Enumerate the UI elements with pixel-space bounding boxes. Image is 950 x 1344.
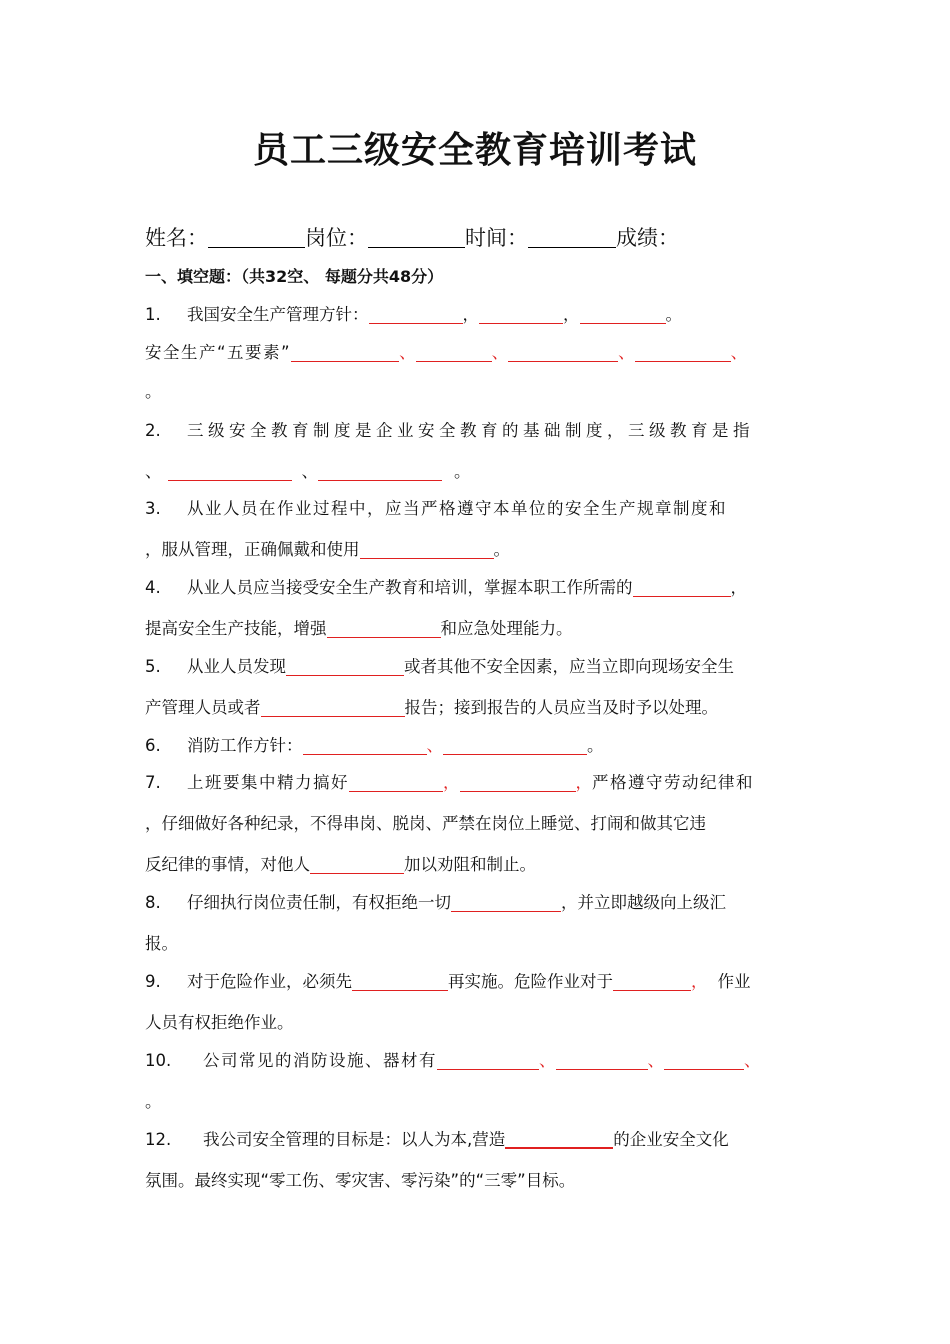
answer-blank[interactable] bbox=[460, 773, 576, 792]
page-title: 员工三级安全教育培训考试 bbox=[252, 130, 697, 171]
question-8 bbox=[145, 891, 726, 915]
question-text: 报。 bbox=[145, 934, 178, 953]
separator: 。 bbox=[145, 1092, 162, 1111]
separator: ， bbox=[575, 773, 592, 792]
answer-blank[interactable] bbox=[369, 305, 463, 324]
question-1-line-3 bbox=[145, 380, 162, 404]
answer-blank[interactable] bbox=[451, 893, 561, 912]
question-10-line-2 bbox=[145, 1090, 162, 1114]
separator: 、 bbox=[491, 343, 509, 362]
question-9-line-2 bbox=[145, 1011, 294, 1035]
separator: 、 bbox=[744, 1051, 761, 1070]
question-text: 我公司安全管理的目标是：以人为本,营造 bbox=[203, 1130, 506, 1149]
question-number: 12. bbox=[145, 1130, 172, 1149]
answer-blank[interactable] bbox=[437, 1051, 539, 1070]
answer-blank[interactable] bbox=[286, 657, 404, 676]
time-label: 时间： bbox=[465, 226, 528, 250]
question-text: 的企业安全文化 bbox=[613, 1130, 729, 1149]
separator: 、 bbox=[539, 1051, 556, 1070]
question-text: 从业人员发现 bbox=[187, 657, 286, 676]
question-6 bbox=[145, 734, 604, 758]
question-number: 7. bbox=[145, 773, 161, 792]
question-number: 4. bbox=[145, 578, 161, 597]
question-text: 人员有权拒绝作业。 bbox=[145, 1013, 294, 1032]
question-number: 6. bbox=[145, 736, 161, 755]
separator: 、 bbox=[399, 343, 416, 362]
answer-blank[interactable] bbox=[505, 1129, 613, 1149]
separator: ， bbox=[691, 972, 708, 991]
question-number: 10. bbox=[145, 1051, 172, 1070]
answer-blank[interactable] bbox=[360, 540, 494, 559]
question-3-line-2 bbox=[145, 538, 510, 562]
question-text: ，并立即越级向上级汇 bbox=[561, 893, 726, 912]
answer-blank[interactable] bbox=[261, 698, 405, 717]
question-text: 我国安全生产管理方针： bbox=[187, 305, 369, 324]
question-text: 作业 bbox=[717, 972, 751, 991]
answer-blank[interactable] bbox=[318, 462, 442, 481]
question-text: 仔细执行岗位责任制，有权拒绝一切 bbox=[187, 893, 451, 912]
question-text: 安全生产“五要素” bbox=[145, 343, 292, 362]
question-text: 反纪律的事情，对他人 bbox=[145, 855, 310, 874]
question-5-line-2 bbox=[145, 696, 718, 720]
separator: ， bbox=[462, 305, 479, 324]
separator: 。 bbox=[493, 540, 510, 559]
question-text: 或者其他不安全因素，应当立即向现场安全生 bbox=[404, 657, 734, 676]
question-number: 5. bbox=[145, 657, 161, 676]
question-10 bbox=[145, 1049, 761, 1073]
separator: 、 bbox=[145, 462, 162, 481]
question-7-line-2 bbox=[145, 812, 706, 836]
answer-blank[interactable] bbox=[580, 305, 666, 324]
info-row bbox=[145, 222, 679, 252]
answer-blank[interactable] bbox=[479, 305, 563, 324]
answer-blank[interactable] bbox=[291, 343, 399, 362]
position-field[interactable] bbox=[368, 229, 465, 248]
separator: 、 bbox=[730, 343, 748, 362]
name-field[interactable] bbox=[208, 229, 305, 248]
question-4-line-2 bbox=[145, 617, 573, 641]
position-label: 岗位： bbox=[305, 226, 368, 250]
question-2-line-2 bbox=[145, 460, 471, 484]
answer-blank[interactable] bbox=[349, 773, 443, 792]
question-9 bbox=[145, 970, 751, 994]
separator: 。 bbox=[665, 305, 682, 324]
question-text: 和应急处理能力。 bbox=[440, 619, 573, 638]
question-text: 三级安全教育制度是企业安全教育的基础制度，三级教育是指 bbox=[187, 421, 754, 440]
question-text: 从业人员应当接受安全生产教育和培训，掌握本职工作所需的 bbox=[187, 578, 633, 597]
name-label: 姓名： bbox=[145, 226, 208, 250]
question-5 bbox=[145, 655, 734, 679]
answer-blank[interactable] bbox=[443, 736, 587, 755]
answer-blank[interactable] bbox=[508, 343, 618, 362]
question-text: 再实施。危险作业对于 bbox=[448, 972, 613, 991]
question-text: 对于危险作业，必须先 bbox=[187, 972, 352, 991]
question-text: ，服从管理，正确佩戴和使用 bbox=[145, 540, 360, 559]
answer-blank[interactable] bbox=[310, 855, 404, 874]
separator: 、 bbox=[647, 1051, 664, 1070]
separator: 、 bbox=[618, 343, 635, 362]
question-2 bbox=[145, 419, 754, 443]
question-number: 3. bbox=[145, 499, 161, 518]
separator: ， bbox=[730, 578, 747, 597]
section-heading: 一、填空题：（共32空、 每题分共48分） bbox=[145, 267, 444, 286]
answer-blank[interactable] bbox=[633, 578, 731, 597]
answer-blank[interactable] bbox=[613, 972, 691, 991]
question-number: 1. bbox=[145, 305, 161, 324]
question-8-line-2 bbox=[145, 932, 178, 956]
question-text: 报告；接到报告的人员应当及时予以处理。 bbox=[404, 698, 718, 717]
question-1-line-2 bbox=[145, 341, 747, 365]
separator: 。 bbox=[145, 382, 162, 401]
question-text: 提高安全生产技能，增强 bbox=[145, 619, 327, 638]
question-number: 2. bbox=[145, 421, 161, 440]
question-text: 上班要集中精力搞好 bbox=[187, 773, 349, 792]
question-text: 产管理人员或者 bbox=[145, 698, 261, 717]
separator: ， bbox=[443, 773, 460, 792]
question-text: 氛围。最终实现“零工伤、零灾害、零污染”的“三零”目标。 bbox=[145, 1171, 576, 1190]
question-text: 严格遵守劳动纪律和 bbox=[592, 773, 754, 792]
question-text: 消防工作方针： bbox=[187, 736, 303, 755]
question-number: 9. bbox=[145, 972, 161, 991]
question-4 bbox=[145, 576, 747, 600]
answer-blank[interactable] bbox=[556, 1051, 648, 1070]
answer-blank[interactable] bbox=[303, 736, 427, 755]
question-number: 8. bbox=[145, 893, 161, 912]
question-text: 公司常见的消防设施、器材有 bbox=[203, 1051, 437, 1070]
separator: ， bbox=[563, 305, 580, 324]
separator: 、 bbox=[426, 736, 443, 755]
question-3 bbox=[145, 497, 727, 521]
question-text: ，仔细做好各种纪录，不得串岗、脱岗、严禁在岗位上睡觉、打闹和做其它违 bbox=[145, 814, 706, 833]
answer-blank[interactable] bbox=[416, 343, 492, 362]
separator: 。 bbox=[454, 462, 471, 481]
question-12-line-2 bbox=[145, 1169, 575, 1193]
question-1 bbox=[145, 303, 682, 327]
question-7 bbox=[145, 771, 754, 795]
question-text: 从业人员在作业过程中，应当严格遵守本单位的安全生产规章制度和 bbox=[187, 499, 727, 518]
answer-blank[interactable] bbox=[635, 343, 731, 362]
question-text: 加以劝阻和制止。 bbox=[404, 855, 536, 874]
score-label: 成绩： bbox=[616, 226, 679, 250]
time-field[interactable] bbox=[528, 229, 616, 248]
answer-blank[interactable] bbox=[168, 462, 292, 481]
separator: 、 bbox=[301, 462, 318, 481]
answer-blank[interactable] bbox=[327, 619, 441, 638]
answer-blank[interactable] bbox=[664, 1051, 744, 1070]
question-12 bbox=[145, 1128, 729, 1152]
answer-blank[interactable] bbox=[352, 972, 448, 991]
separator: 。 bbox=[587, 736, 604, 755]
question-7-line-3 bbox=[145, 853, 536, 877]
